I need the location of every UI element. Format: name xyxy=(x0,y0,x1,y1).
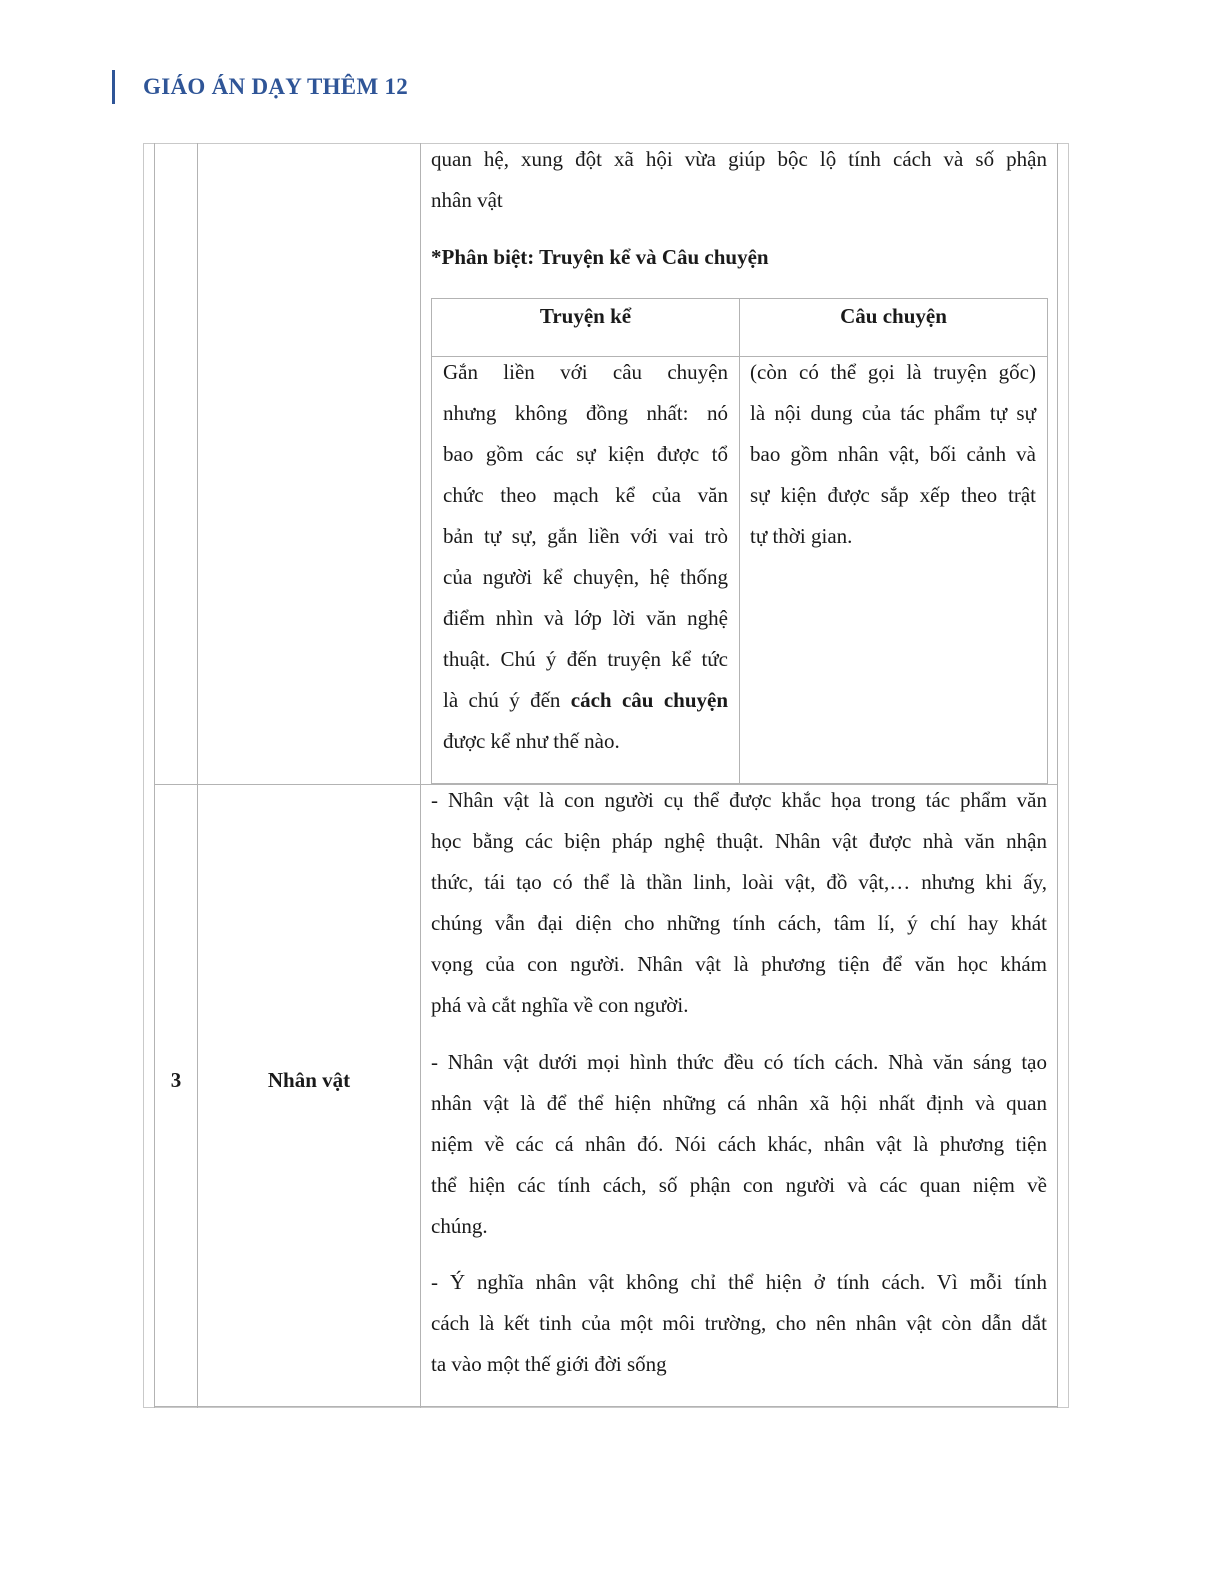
compare-col1-line-10: được kể như thế nào. xyxy=(443,729,620,753)
table-col-divider-2 xyxy=(420,143,421,1408)
para3-line: ta vào một thế giới đời sống xyxy=(431,1352,667,1376)
para1-line: học bằng các biện pháp nghệ thuật. Nhân vật được nhà văn nhận xyxy=(431,829,1047,853)
compare-col2-line: là nội dung của tác phẩm tự sự xyxy=(750,401,1036,425)
para1-line: vọng của con người. Nhân vật là phương tiện để văn học khám xyxy=(431,952,1047,976)
compare-col2-line: sự kiện được sắp xếp theo trật xyxy=(750,483,1036,507)
compare-col1-line: chức theo mạch kể của văn xyxy=(443,483,728,507)
page-header xyxy=(112,70,408,104)
compare-table xyxy=(431,298,1048,784)
compare-col1-line-9-bold: cách câu chuyện xyxy=(570,688,728,712)
row-title: Nhân vật xyxy=(267,1068,351,1092)
para3-line: cách là kết tinh của một môi trường, cho nên nhân vật còn dẫn dắt xyxy=(431,1311,1047,1335)
compare-col-divider xyxy=(739,299,740,783)
compare-col1-line: bao gồm các sự kiện được tổ xyxy=(443,442,728,466)
compare-col1-line: bản tự sự, gắn liền với vai trò xyxy=(443,524,728,548)
row-number: 3 xyxy=(170,1068,182,1092)
compare-col1-line: điểm nhìn và lớp lời văn nghệ xyxy=(443,606,728,630)
compare-col2-line: tự thời gian. xyxy=(750,524,853,548)
para1-line: chúng vẫn đại diện cho những tính cách, tâm lí, ý chí hay khát xyxy=(431,911,1047,935)
para2-line: chúng. xyxy=(431,1214,488,1238)
para2-line: nhân vật là để thể hiện những cá nhân xã hội nhất định và quan xyxy=(431,1091,1047,1115)
para2-line: - Nhân vật dưới mọi hình thức đều có tích cách. Nhà văn sáng tạo xyxy=(431,1050,1047,1074)
compare-col2-line: (còn có thể gọi là truyện gốc) xyxy=(750,360,1036,384)
para1-line: phá và cắt nghĩa về con người. xyxy=(431,993,689,1017)
compare-heading: *Phân biệt: Truyện kể và Câu chuyện xyxy=(431,245,769,269)
para1-line: - Nhân vật là con người cụ thể được khắc họa trong tác phẩm văn xyxy=(431,788,1047,812)
compare-col2-header: Câu chuyện xyxy=(840,304,947,328)
compare-col1-line: Gắn liền với câu chuyện xyxy=(443,360,728,384)
page-header-title: GIÁO ÁN DẠY THÊM 12 xyxy=(143,74,409,99)
table-border-right xyxy=(1057,143,1058,1408)
compare-col1-line: của người kể chuyện, hệ thống xyxy=(443,565,728,589)
table-col-divider-1 xyxy=(197,143,198,1408)
table-border-bottom xyxy=(154,1406,1057,1407)
compare-col1-line-9 xyxy=(443,680,728,721)
table-border-left xyxy=(154,143,155,1408)
compare-col1-line: thuật. Chú ý đến truyện kể tức xyxy=(443,647,728,671)
compare-col1-line-9-prefix: là chú ý đến xyxy=(443,688,571,712)
para2-line: thể hiện các tính cách, số phận con người và các quan niệm về xyxy=(431,1173,1047,1197)
para1-line: thức, tái tạo có thể là thần linh, loài vật, đồ vật,… nhưng khi ấy, xyxy=(431,870,1047,894)
compare-col2-line: bao gồm nhân vật, bối cảnh và xyxy=(750,442,1036,466)
para3-line: - Ý nghĩa nhân vật không chỉ thể hiện ở tính cách. Vì mỗi tính xyxy=(431,1270,1047,1294)
compare-col1-header: Truyện kể xyxy=(539,304,632,328)
prev-row-line-1: quan hệ, xung đột xã hội vừa giúp bộc lộ tính cách và số phận xyxy=(431,147,1047,171)
compare-col1-line: nhưng không đồng nhất: nó xyxy=(443,401,728,425)
prev-row-line-2: nhân vật xyxy=(431,188,503,212)
para2-line: niệm về các cá nhân đó. Nói cách khác, nhân vật là phương tiện xyxy=(431,1132,1047,1156)
